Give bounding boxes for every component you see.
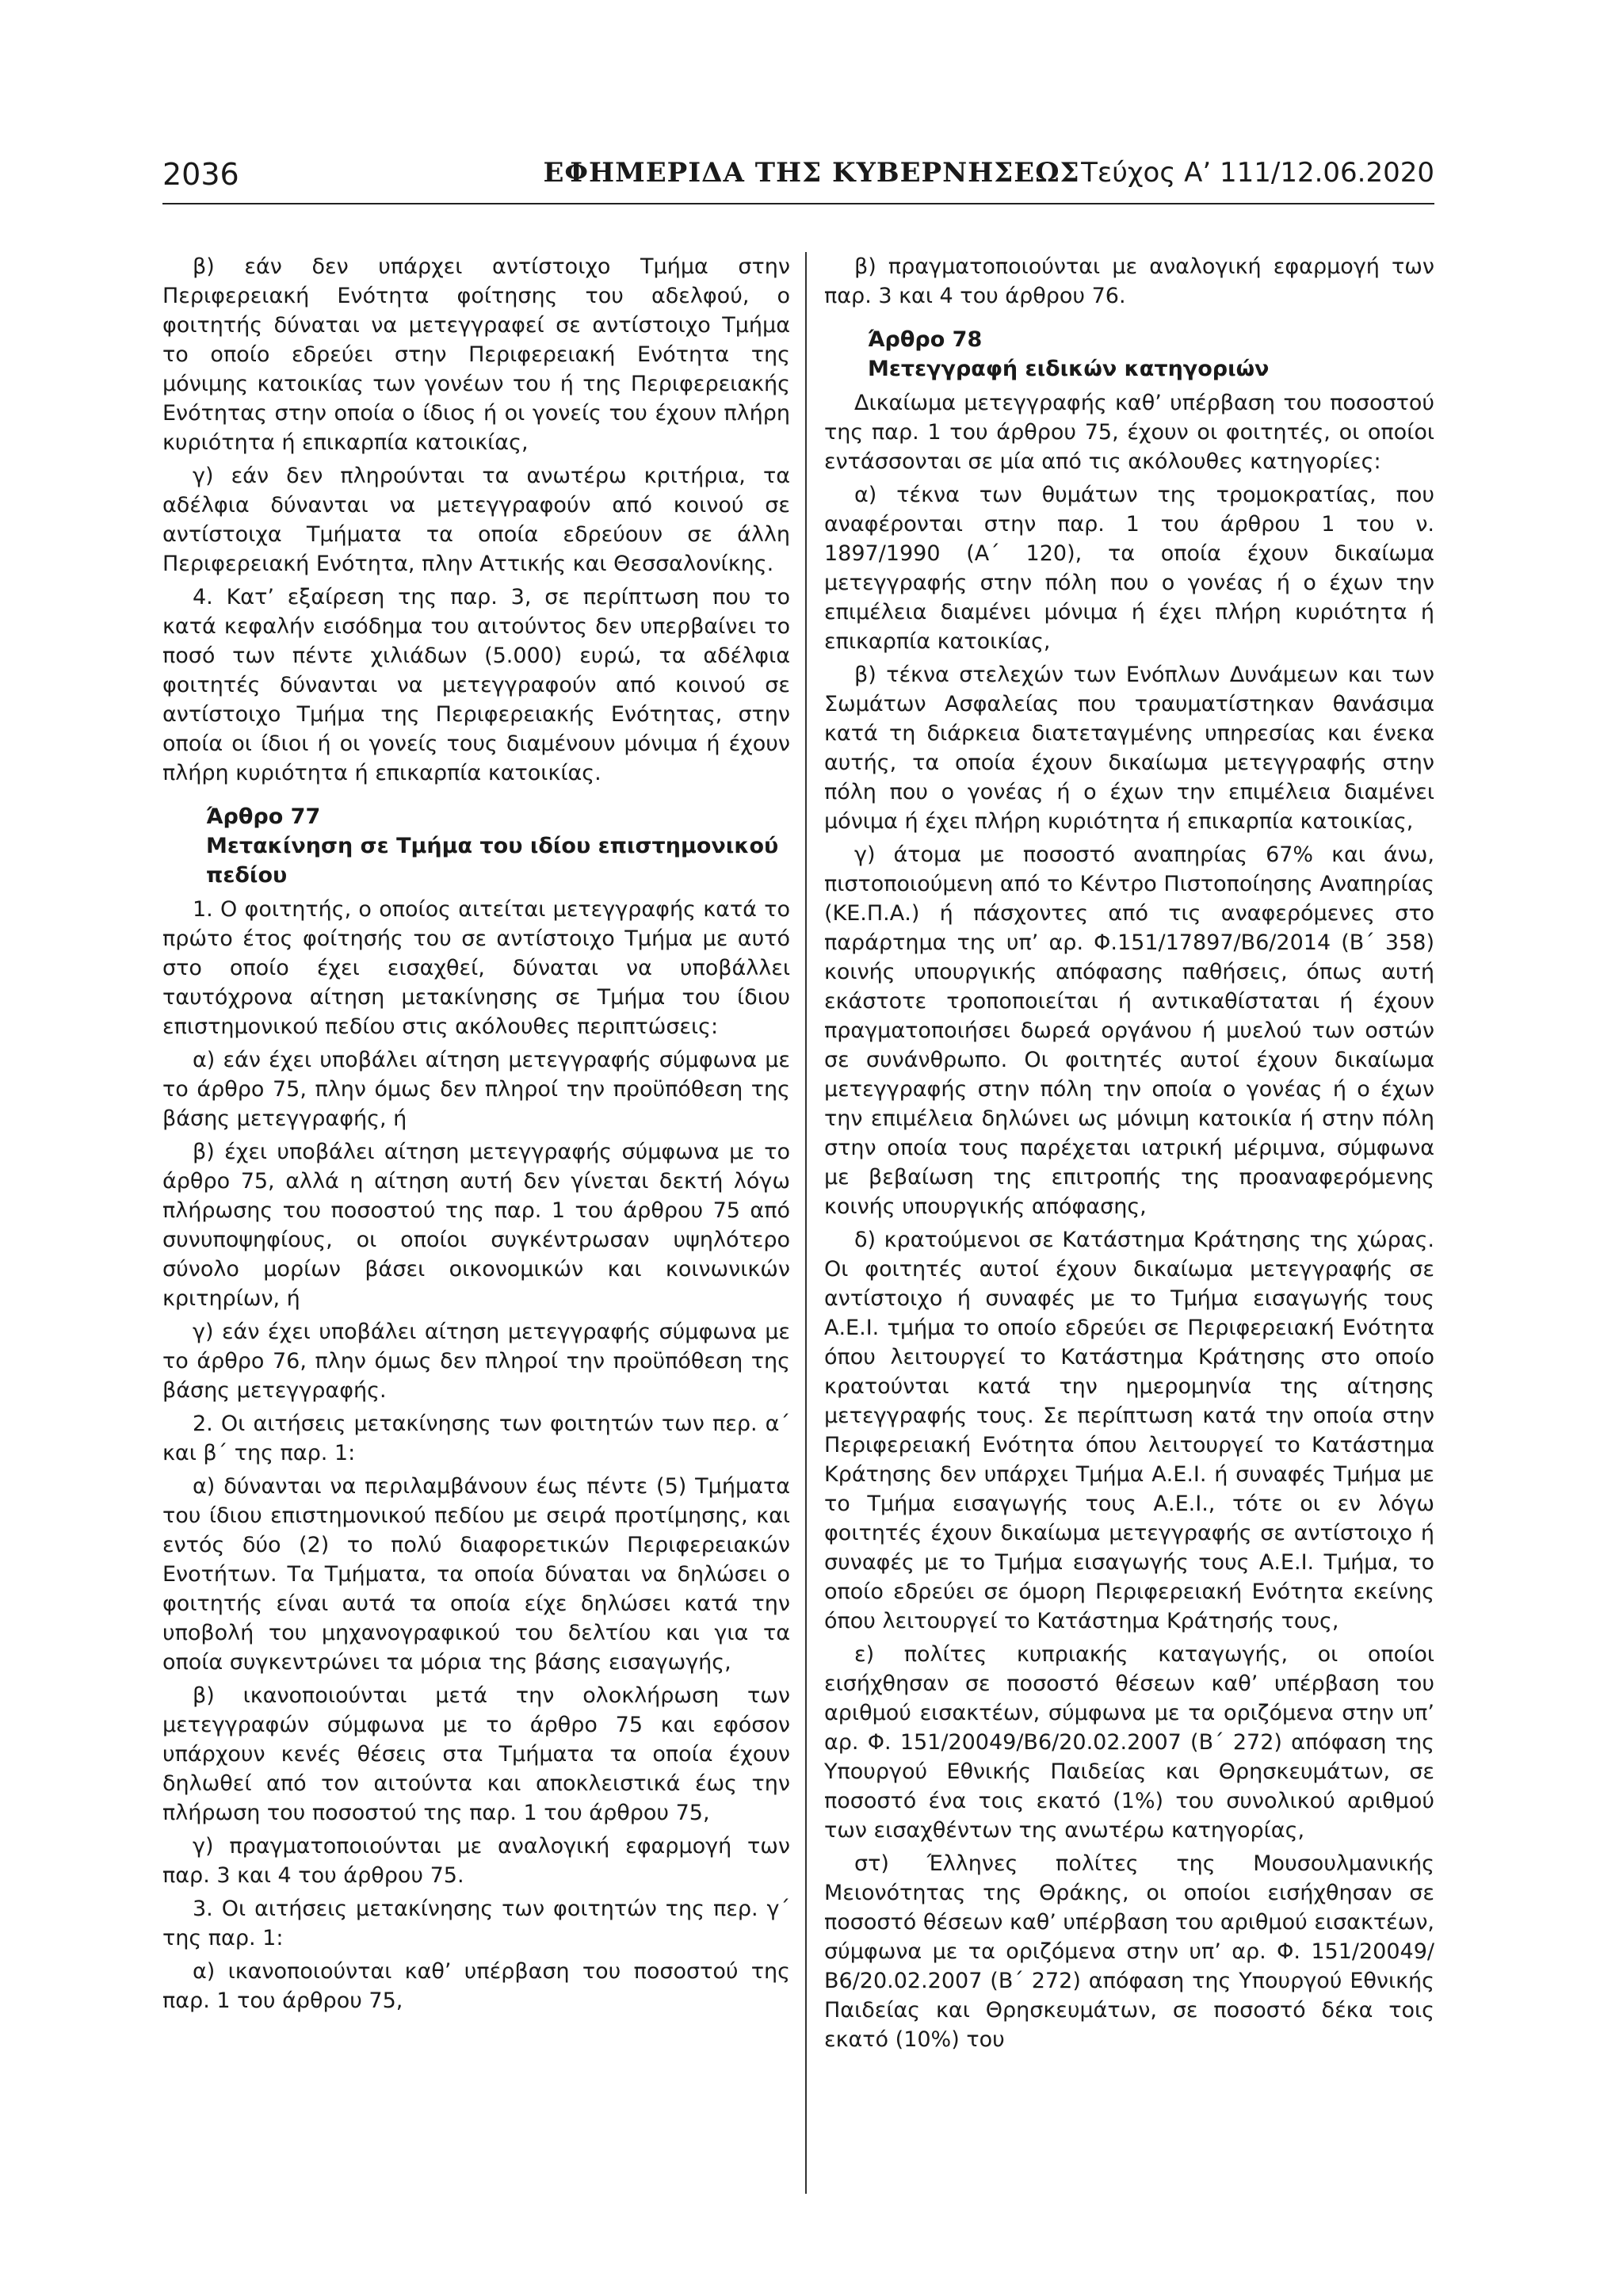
- paragraph: γ) πραγματοποιούνται με αναλογική εφαρμογή των παρ. 3 και 4 του άρθρου 75.: [162, 1834, 790, 1888]
- paragraph: ε) πολίτες κυπριακής καταγωγής, οι οποίοι εισήχθησαν σε ποσοστό θέσεων καθ’ υπέρβαση του αριθμού εισακτέων, σύμφωνα με τα οριζόμενα στην υπ’ αρ. Φ. 151/20049/Β6/20.02.2007 (Β΄ 272) απόφαση της Υπουργού Εθνικής Παιδείας και Θρησκευμάτων, σε ποσοστό ένα τοις εκατό (1%) του συνολικού αριθμού των εισαχθέντων της ανωτέρω κατηγορίας,: [824, 1642, 1434, 1843]
- paragraph: 2. Οι αιτήσεις μετακίνησης των φοιτητών των περ. α΄ και β΄ της παρ. 1:: [162, 1412, 790, 1465]
- paragraph: γ) εάν έχει υποβάλει αίτηση μετεγγραφής σύμφωνα με το άρθρο 76, πλην όμως δεν πληροί την προϋπόθεση της βάσης μετεγγραφής.: [162, 1320, 790, 1403]
- article-title: [206, 802, 790, 890]
- page-number: 2036: [162, 157, 239, 192]
- paragraph: α) τέκνα των θυμάτων της τρομοκρατίας, που αναφέρονται στην παρ. 1 του άρθρου 1 του ν. 1897/1990 (Α΄ 120), τα οποία έχουν δικαίωμα μετεγγραφής στην πόλη που ο γονέας ή ο έχων την επιμέλεια διαμένει μόνιμα ή έχει πλήρη κυριότητα ή επικαρπία κατοικίας,: [824, 483, 1434, 654]
- article-subtitle: Μετεγγραφή ειδικών κατηγοριών: [868, 357, 1270, 381]
- paragraph: β) τέκνα στελεχών των Ενόπλων Δυνάμεων και των Σωμάτων Ασφαλείας που τραυματίστηκαν θανάσιμα κατά τη διάρκεια διατεταγμένης υπηρεσίας και ένεκα αυτής, τα οποία έχουν δικαίωμα μετεγγραφής στην πόλη που ο γονέας ή ο έχων την επιμέλεια διαμένει μόνιμα ή έχει πλήρη κυριότητα ή επικαρπία κατοικίας,: [824, 663, 1434, 834]
- paragraph: β) πραγματοποιούνται με αναλογική εφαρμογή των παρ. 3 και 4 του άρθρου 76.: [824, 254, 1434, 308]
- header-rule: [162, 203, 1434, 204]
- paragraph: Δικαίωμα μετεγγραφής καθ’ υπέρβαση του ποσοστού της παρ. 1 του άρθρου 75, έχουν οι φοιτητές, οι οποίοι εντάσσονται σε μία από τις ακόλουθες κατηγορίες:: [824, 391, 1434, 474]
- paragraph: α) ικανοποιούνται καθ’ υπέρβαση του ποσοστού της παρ. 1 του άρθρου 75,: [162, 1959, 790, 2013]
- paragraph: 3. Οι αιτήσεις μετακίνησης των φοιτητών της περ. γ΄ της παρ. 1:: [162, 1897, 790, 1950]
- paragraph: γ) εάν δεν πληρούνται τα ανωτέρω κριτήρια, τα αδέλφια δύνανται να μετεγγραφούν από κοινού σε αντίστοιχα Τμήματα τα οποία εδρεύουν σε άλλη Περιφερειακή Ενότητα, πλην Αττικής και Θεσσαλονίκης.: [162, 464, 790, 576]
- issue-reference: Τεύχος Α’ 111/12.06.2020: [1081, 157, 1434, 189]
- paragraph: β) έχει υποβάλει αίτηση μετεγγραφής σύμφωνα με το άρθρο 75, αλλά η αίτηση αυτή δεν γίνεται δεκτή λόγω πλήρωσης του ποσοστού της παρ. 1 του άρθρου 75 από συνυποψηφίους, οι οποίοι συγκέντρωσαν υψηλότερο σύνολο μορίων βάσει οικονομικών και κοινωνικών κριτηρίων, ή: [162, 1140, 790, 1311]
- right-column: [824, 252, 1434, 2058]
- paragraph: 1. Ο φοιτητής, ο οποίος αιτείται μετεγγραφής κατά το πρώτο έτος φοίτησής του σε αντίστοιχο Τμήμα με αυτό στο οποίο έχει εισαχθεί, δύναται να υποβάλλει ταυτόχρονα αίτηση μετακίνησης σε Τμήμα του ίδιου επιστημονικού πεδίου στις ακόλουθες περιπτώσεις:: [162, 897, 790, 1039]
- publication-title: ΕΦΗΜΕΡΙΔΑ ΤΗΣ ΚΥΒΕΡΝΗΣΕΩΣ: [543, 157, 1080, 189]
- paragraph: β) εάν δεν υπάρχει αντίστοιχο Τμήμα στην Περιφερειακή Ενότητα φοίτησης του αδελφού, ο φοιτητής δύναται να μετεγγραφεί σε αντίστοιχο Τμήμα το οποίο εδρεύει στην Περιφερειακή Ενότητα της μόνιμης κατοικίας των γονέων του ή της Περιφερειακής Ενότητας στην οποία ο ίδιος ή οι γονείς του έχουν πλήρη κυριότητα ή επικαρπία κατοικίας,: [162, 254, 790, 455]
- paragraph: β) ικανοποιούνται μετά την ολοκλήρωση των μετεγγραφών σύμφωνα με το άρθρο 75 και εφόσον υπάρχουν κενές θέσεις στα Τμήματα τα οποία έχουν δηλωθεί από τον αιτούντα και αποκλειστικά έως την πλήρωση του ποσοστού της παρ. 1 του άρθρου 75,: [162, 1683, 790, 1825]
- article-heading: Άρθρο 78: [868, 327, 983, 352]
- paragraph: 4. Κατ’ εξαίρεση της παρ. 3, σε περίπτωση που το κατά κεφαλήν εισόδημα του αιτούντος δεν υπερβαίνει το ποσό των πέντε χιλιάδων (5.000) ευρώ, τα αδέλφια φοιτητές δύνανται να μετεγγραφούν από κοινού σε αντίστοιχο Τμήμα της Περιφερειακής Ενότητας, στην οποία οι ίδιοι ή οι γονείς τους διαμένουν μόνιμα ή έχουν πλήρη κυριότητα ή επικαρπία κατοικίας.: [162, 585, 790, 785]
- paragraph: γ) άτομα με ποσοστό αναπηρίας 67% και άνω, πιστοποιούμενη από το Κέντρο Πιστοποίησης Αναπηρίας (ΚΕ.Π.Α.) ή πάσχοντες από τις αναφερόμενες στο παράρτημα της υπ’ αρ. Φ.151/17897/Β6/2014 (Β΄ 358) κοινής υπουργικής απόφασης παθήσεις, όπως αυτή εκάστοτε τροποποιείται ή αντικαθίσταται ή έχουν πραγματοποιήσει δωρεά οργάνου ή μυελού των οστών σε συνάνθρωπο. Οι φοιτητές αυτοί έχουν δικαίωμα μετεγγραφής στην πόλη την οποία ο γονέας ή ο έχων την επιμέλεια δηλώνει ως μόνιμη κατοικία ή στην πόλη στην οποία τους παρέχεται ιατρική μέριμνα, σύμφωνα με βεβαίωση της επιτροπής της προαναφερόμενης κοινής υπουργικής απόφασης,: [824, 842, 1434, 1219]
- article-title: [868, 325, 1434, 384]
- paragraph: α) εάν έχει υποβάλει αίτηση μετεγγραφής σύμφωνα με το άρθρο 75, πλην όμως δεν πληροί την προϋπόθεση της βάσης μετεγγραφής, ή: [162, 1048, 790, 1131]
- paragraph: δ) κρατούμενοι σε Κατάστημα Κράτησης της χώρας. Οι φοιτητές αυτοί έχουν δικαίωμα μετεγγραφής σε αντίστοιχο ή συναφές με το Τμήμα εισαγωγής τους Α.Ε.Ι. τμήμα το οποίο εδρεύει σε Περιφερειακή Ενότητα όπου λειτουργεί το Κατάστημα Κράτησης στο οποίο κρατούνται κατά την ημερομηνία της αίτησης μετεγγραφής τους. Σε περίπτωση κατά την οποία στην Περιφερειακή Ενότητα όπου λειτουργεί το Κατάστημα Κράτησης δεν υπάρχει Τμήμα Α.Ε.Ι. ή συναφές Τμήμα με το Τμήμα εισαγωγής τους Α.Ε.Ι., τότε οι εν λόγω φοιτητές έχουν δικαίωμα μετεγγραφής σε αντίστοιχο ή συναφές με το Τμήμα εισαγωγής τους Α.Ε.Ι. Τμήμα, το οποίο εδρεύει σε όμορη Περιφερειακή Ενότητα εκείνης όπου λειτουργεί το Κατάστημα Κράτησής τους,: [824, 1228, 1434, 1633]
- paragraph: στ) Έλληνες πολίτες της Μουσουλμανικής Μειονότητας της Θράκης, οι οποίοι εισήχθησαν σε ποσοστό θέσεων καθ’ υπέρβαση του αριθμού εισακτέων, σύμφωνα με τα οριζόμενα στην υπ’ αρ. Φ. 151/20049/Β6/20.02.2007 (Β΄ 272) απόφαση της Υπουργού Εθνικής Παιδείας και Θρησκευμάτων, σε ποσοστό δέκα τοις εκατό (10%) του: [824, 1851, 1434, 2052]
- paragraph: α) δύνανται να περιλαμβάνουν έως πέντε (5) Τμήματα του ίδιου επιστημονικού πεδίου με σειρά προτίμησης, και εντός δύο (2) το πολύ διαφορετικών Περιφερειακών Ενοτήτων. Τα Τμήματα, τα οποία δύναται να δηλώσει ο φοιτητής είναι αυτά τα οποία είχε δηλώσει κατά την υποβολή του μηχανογραφικού του δελτίου και για τα οποία συγκεντρώνει τα μόρια της βάσης εισαγωγής,: [162, 1474, 790, 1675]
- article-heading: Άρθρο 77: [206, 804, 321, 829]
- left-column: [162, 252, 790, 2019]
- column-divider: [805, 252, 807, 2194]
- article-subtitle: Μετακίνηση σε Τμήμα του ιδίου επιστημονικού πεδίου: [206, 834, 779, 888]
